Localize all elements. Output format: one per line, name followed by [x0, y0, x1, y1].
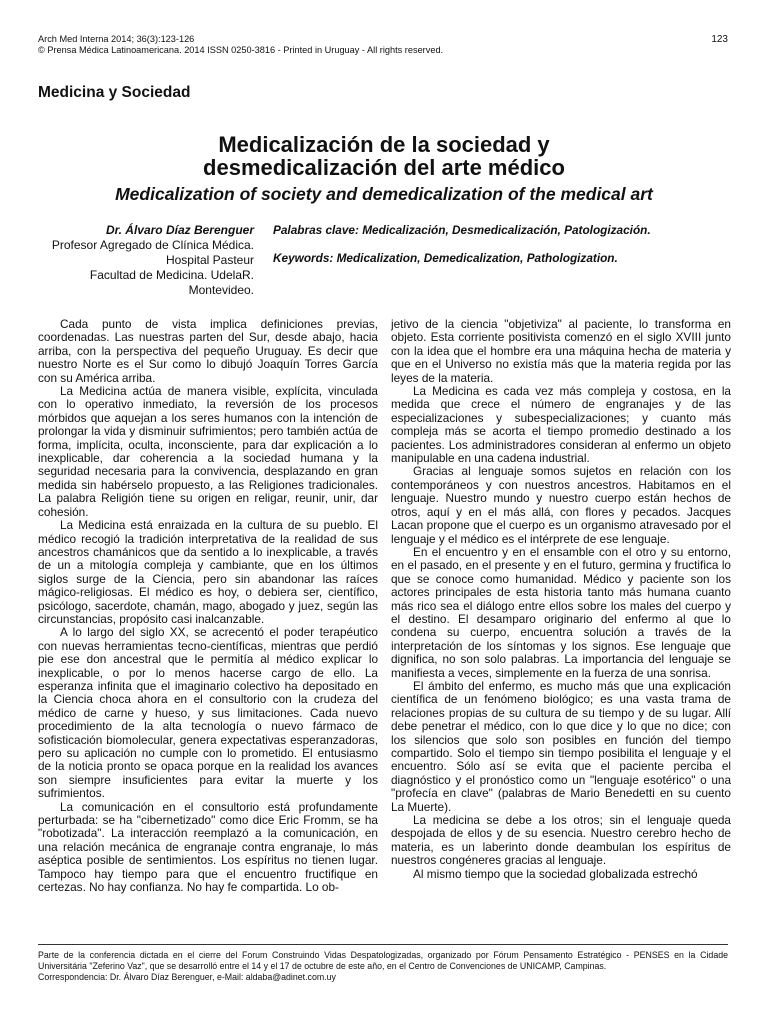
body-paragraph: El ámbito del enfermo, es mucho más que una explicación científica de un fenómeno biológico; es una vasta trama de relaciones propias de su cultura de su tiempo y de su lugar. Allí debe penetrar el médico, con lo que dice y lo que no dice; con los silencios que solo son posibles en función del tiempo compartido. Solo el tiempo sin tiempo posibilita el lenguaje y el encuentro. Sólo así se evita que el paciente perciba el diagnóstico y el pronóstico como un "lenguaje esotérico" o una "profecía en clave" (palabras de Mario Benedetti en su cuento La Muerte). — [391, 678, 731, 814]
body-column-right — [391, 318, 731, 938]
title-english: Medicalization of society and demedicalization of the medical art — [115, 184, 653, 204]
body-paragraph: A lo largo del siglo XX, se acrecentó el poder terapéutico con nuevas herramientas tecno-científicas, mientras que perdió pie ese don ancestral que le permitía al médico explicar lo inexplicable, o por lo menos hacerse cargo de ello. La esperanza infinita que el imaginario colectivo ha depositado en la Ciencia choca ahora en el consultorio con la crudeza del médico de carne y hueso, y sus limitaciones. Cada nuevo procedimiento de la alta tecnología o nuevo fármaco de sofisticación biomolecular, genera expectativas esperanzadoras, pero su aplicación no cumple con lo prometido. El entusiasmo de la noticia pronto se opaca porque en la realidad los avances son siempre insuficientes para evitar la muerte y los sufrimientos. — [38, 625, 378, 801]
body-column-left — [38, 318, 378, 938]
body-paragraph: En el encuentro y en el ensamble con el otro y su entorno, en el pasado, en el presente y en el futuro, germina y fructifica lo que se conoce como humanidad. Médico y paciente son los actores principales de esta historia tanto más humana cuanto más rico sea el diálogo entre ellos sobre los males del cuerpo y el destino. El desamparo originario del enfermo al que lo condena su cuerpo, encuentra solución a través de la interpretación de los síntomas y los signos. Ese lenguaje que dignifica, no son solo palabras. La importancia del lenguaje se manifiesta a veces, simplemente en la fuerza de una sonrisa. — [391, 544, 731, 680]
title-spanish-line-1: Medicalización de la sociedad y — [218, 132, 550, 157]
footnote-divider — [38, 944, 728, 945]
body-paragraph: Al mismo tiempo que la sociedad globalizada estrechó — [413, 866, 698, 881]
author-name: Dr. Álvaro Díaz Berenguer — [105, 223, 254, 237]
body-paragraph: La medicina se debe a los otros; sin el lenguaje queda despojada de ellos y de su esencia. Nuestro cerebro hecho de materia, es un laberinto donde deambulan los espíritus de nuestros congéneres gracias al lenguaje. — [391, 813, 731, 868]
author-affiliation-line: Profesor Agregado de Clínica Médica. — [51, 238, 254, 252]
keywords-english: Keywords: Medicalization, Demedicalization, Pathologization. — [273, 251, 618, 265]
body-paragraph: jetivo de la ciencia "objetiviza" al paciente, lo transforma en objeto. Esta corriente positivista comenzó en el siglo XVIII junto con la idea que el hombre era una máquina hecha de materia y que en el Universo no existía más que la materia regida por las leyes de la materia. — [391, 318, 731, 385]
footnotes — [38, 950, 728, 983]
body-paragraph: La Medicina actúa de manera visible, explícita, vinculada con lo operativo inmediato, la reversión de los procesos mórbidos que aquejan a los seres humanos con la intención de prolongar la vida y disminuir sufrimientos; pero también actúa de forma, implícita, oculta, inconsciente, para dar explicación a lo inexplicable, dar coherencia a la sociedad humana y la seguridad necesaria para la convivencia, desplazando en gran medida sin habérselo propuesto, a las Religiones tradicionales. La palabra Religión tiene su origen en religar, reunir, unir, dar cohesión. — [38, 384, 378, 519]
keywords-spanish: Palabras clave: Medicalización, Desmedicalización, Patologización. — [273, 223, 651, 237]
title-spanish-line-2: desmedicalización del arte médico — [203, 155, 565, 180]
footnote-conference: Parte de la conferencia dictada en el cierre del Forum Construindo Vidas Despatologizadas, organizado por Fórum Pensamento Estratégico - PENSES en la Cidade Universitária "Zeferino Vaz", que se desarrolló entre el 14 y el 17 de octubre de este año, en el Centro de Convenciones de UNICAMP, Campinas. — [38, 950, 728, 971]
body-paragraph: Cada punto de vista implica definiciones previas, coordenadas. Las nuestras parten del Sur, desde abajo, hacia arriba, con la perspectiva del pequeño Uruguay. Es decir que nuestro Norte es el Sur como lo dibujó Joaquín Torres García con su América arriba. — [38, 318, 378, 385]
body-paragraph: Gracias al lenguaje somos sujetos en relación con los contemporáneos y con nuestros ancestros. Habitamos en el lenguaje. Nuestro mundo y nuestro cuerpo están hechos de otros, aquí y en el más allá, con flores y pecados. Jacques Lacan propone que el cuerpo es un organismo atravesado por el lenguaje y el médico es el intérprete de ese lenguaje. — [391, 464, 731, 546]
body-paragraph: La Medicina está enraizada en la cultura de su pueblo. El médico recogió la tradición interpretativa de la realidad de sus ancestros chamánicos que da sentido a lo inexplicable, a través de un a mitología compleja y cambiante, que en los últimos siglos surge de la Ciencia, pero sin abandonar las raíces mágico-religiosas. El médico es hoy, o debiera ser, científico, psicólogo, sacerdote, chamán, mago, abogado y juez, según las circunstancias, propósito casi inalcanzable. — [38, 518, 378, 626]
section-heading: Medicina y Sociedad — [38, 84, 191, 101]
journal-citation: Arch Med Interna 2014; 36(3):123-126 — [38, 34, 195, 44]
footnote-correspondence: Correspondencia: Dr. Álvaro Díaz Berenguer, e-Mail: aldaba@adinet.com.uy — [38, 972, 336, 982]
author-block — [38, 223, 254, 298]
body-paragraph: La Medicina es cada vez más compleja y costosa, en la medida que crece el número de engranajes y de las especializaciones y subespecializaciones; y cuanto más compleja más se acorta el tiempo promedio destinado a los pacientes. Los administradores consideran al enfermo un objeto manipulable en una cadena industrial. — [391, 384, 731, 466]
title-spanish — [0, 133, 768, 179]
author-affiliation-line: Facultad de Medicina. UdelaR. — [89, 268, 254, 282]
author-affiliation-line: Montevideo. — [188, 283, 254, 297]
author-affiliation-line: Hospital Pasteur — [165, 253, 254, 267]
page-number: 123 — [711, 34, 728, 45]
journal-copyright: © Prensa Médica Latinoamericana. 2014 ISSN 0250-3816 - Printed in Uruguay - All rights reserved. — [38, 45, 444, 55]
body-paragraph: La comunicación en el consultorio está profundamente perturbada: se ha "cibernetizado" como dice Eric Fromm, se ha "robotizada". La interacción reemplazó a la comunicación, en una relación mecánica de engranaje contra engranaje, lo más aséptica posible de sentimientos. Los espíritus no tienen lugar. Tampoco hay tiempo para que el encuentro fructifique en certezas. No hay confianza. No hay fe compartida. Lo ob- — [38, 799, 378, 895]
